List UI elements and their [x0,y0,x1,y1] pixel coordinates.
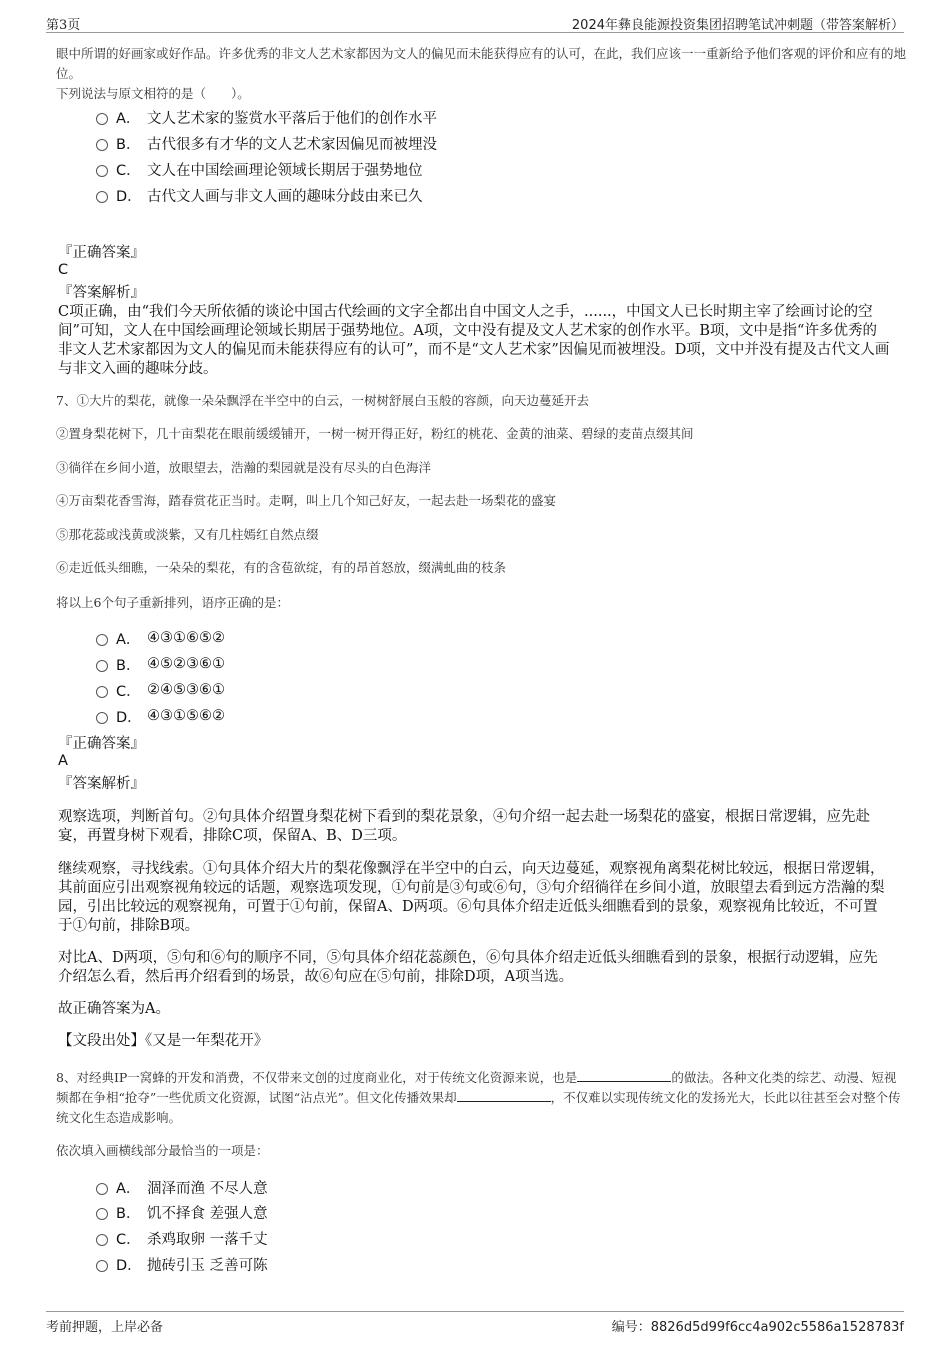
page-header [46,12,904,33]
page-footer [46,1311,904,1338]
radio-icon[interactable] [96,165,108,177]
q7-source-label: 【文段出处】 [58,1033,145,1049]
footer-slogan: 考前押题，上岸必备 [46,1320,164,1335]
q8-passage: 8、对经典IP一窝蜂的开发和消费，不仅带来文创的过度商业化，对于传统文化资源来说，也是 的做法。各种文化类的综艺、动漫、短视频都在争相“抢夺”一些优质文化资源，试图“沾点光”。但文化传播效果却 ，不仅难以实现传统文化的发扬光大，长此以往甚至会对整个传统文化生态造成影响。 [56,1070,901,1125]
radio-icon[interactable] [96,634,108,646]
q8-option-a[interactable]: A． 涸泽而渔 不尽人意 [96,1176,268,1198]
radio-icon[interactable] [96,1234,108,1246]
q7-answer-label: 『正确答案』 [58,736,145,752]
q8-blank-2 [457,1089,551,1102]
radio-icon[interactable] [96,712,108,724]
q7-stem: 将以上6个句子重新排列，语序正确的是： [56,595,289,610]
q7-answer: A [58,753,68,769]
q7-analysis-paragraph-2: 继续观察，寻找线索。①句具体介绍大片的梨花像飘浮在半空中的白云，向天边蔓延，观察视角离梨花树比较远，根据日常逻辑，其前面应引出观察视角较远的话题，观察选项发现，①句前是③句或⑥句，③句介绍徜徉在乡间小道，放眼望去看到远方浩瀚的梨园，引出比较远的观察视角，可置于①句前，保留A、D两项。⑥句具体介绍走近低头细瞧看到的景象，观察视角比较近，不可置于①句前，排除B项。 [58,861,885,934]
q6-analysis: C项正确，由“我们今天所依循的谈论中国古代绘画的文字全都出自中国文人之手，......，中国文人已长时期主宰了绘画讨论的空间”可知，文人在中国绘画理论领域长期居于强势地位。A项，文中没有提及文人艺术家的创作水平。B项，文中是指“许多优秀的非文人艺术家都因为文人的偏见而未能获得应有的认可”，而不是“文人艺术家”因偏见而被埋没。D项，文中并没有提及古代文人画与非文入画的趣味分歧。 [58,304,890,377]
q6-answer: C [58,262,69,278]
radio-icon[interactable] [96,1260,108,1272]
q8-option-d[interactable]: D． 抛砖引玉 乏善可陈 [96,1253,268,1275]
q7-source [58,1032,890,1051]
q6-option-d[interactable]: D． 古代文人画与非文人画的趣味分歧由来已久 [96,184,423,206]
radio-icon[interactable] [96,686,108,698]
q6-analysis-label: 『答案解析』 [58,285,145,301]
q7-option-c[interactable]: C． ②④⑤③⑥① [96,679,225,701]
q7-option-b[interactable]: B． ④⑤②③⑥① [96,653,225,675]
q7-sentence-6: ⑥走近低头细瞧，一朵朵的梨花，有的含苞欲绽，有的昂首怒放，缀满虬曲的枝条 [56,560,507,575]
q7-option-d[interactable]: D． ④③①⑤⑥② [96,705,225,727]
q7-sentence-4: ④万亩梨花香雪海，踏春赏花正当时。走啊，叫上几个知己好友，一起去赴一场梨花的盛宴 [56,493,557,508]
q8-blank-1 [577,1069,671,1082]
q8-stem: 依次填入画横线部分最恰当的一项是： [56,1143,269,1158]
q8-option-c[interactable]: C． 杀鸡取卵 一落千丈 [96,1227,268,1249]
page-number: 第3页 [46,18,81,33]
q6-answer-label: 『正确答案』 [58,245,145,261]
q7-sentence-3: ③徜徉在乡间小道，放眼望去，浩瀚的梨园就是没有尽头的白色海洋 [56,460,432,475]
q8-option-b[interactable]: B． 饥不择食 差强人意 [96,1201,268,1223]
q7-sentence-5: ⑤那花蕊或浅黄或淡紫，又有几柱嫣红自然点缀 [56,527,319,542]
q7-analysis-paragraph-1: 观察选项，判断首句。②句具体介绍置身梨花树下看到的梨花景象，④句介绍一起去赴一场梨花的盛宴，根据日常逻辑，应先赴宴，再置身树下观看，排除C项，保留A、B、D三项。 [58,809,870,844]
q7-analysis-paragraph-3: 对比A、D两项，⑤句和⑥句的顺序不同，⑤句具体介绍花蕊颜色，⑥句具体介绍走近低头细瞧看到的景象，根据行动逻辑，应先介绍怎么看，然后再介绍看到的场景，故⑥句应在⑤句前，排除D项，A项当选。 [58,950,878,985]
radio-icon[interactable] [96,660,108,672]
document-code: 编号：8826d5d99f6cc4a902c5586a1528783f [611,1320,904,1335]
document-title: 2024年彝良能源投资集团招聘笔试冲刺题（带答案解析） [571,18,904,33]
radio-icon[interactable] [96,113,108,125]
radio-icon[interactable] [96,139,108,151]
radio-icon[interactable] [96,1183,108,1195]
q7-sentence-1: 7、①大片的梨花，就像一朵朵飘浮在半空中的白云，一树树舒展白玉般的容颜，向天边蔓延开去 [56,393,589,408]
q7-option-a[interactable]: A． ④③①⑥⑤② [96,627,225,649]
q7-analysis-label: 『答案解析』 [58,776,145,792]
radio-icon[interactable] [96,191,108,203]
q6-stem: 下列说法与原文相符的是（ ）。 [56,86,250,101]
q6-option-b[interactable]: B． 古代很多有才华的文人艺术家因偏见而被埋没 [96,132,437,154]
q6-passage-tail: 眼中所谓的好画家或好作品。许多优秀的非文人艺术家都因为文人的偏见而未能获得应有的认可，在此，我们应该一一重新给予他们客观的评价和应有的地位。 [56,46,907,81]
q7-source-title: 《又是一年梨花开》 [145,1033,269,1049]
q7-sentence-2: ②置身梨花树下，几十亩梨花在眼前缓缓铺开，一树一树开得正好，粉红的桃花、金黄的油菜、碧绿的麦苗点缀其间 [56,426,694,441]
q7-analysis-conclusion: 故正确答案为A。 [58,1001,170,1017]
q6-option-a[interactable]: A． 文人艺术家的鉴赏水平落后于他们的创作水平 [96,106,437,128]
q6-option-c[interactable]: C． 文人在中国绘画理论领域长期居于强势地位 [96,158,423,180]
radio-icon[interactable] [96,1208,108,1220]
